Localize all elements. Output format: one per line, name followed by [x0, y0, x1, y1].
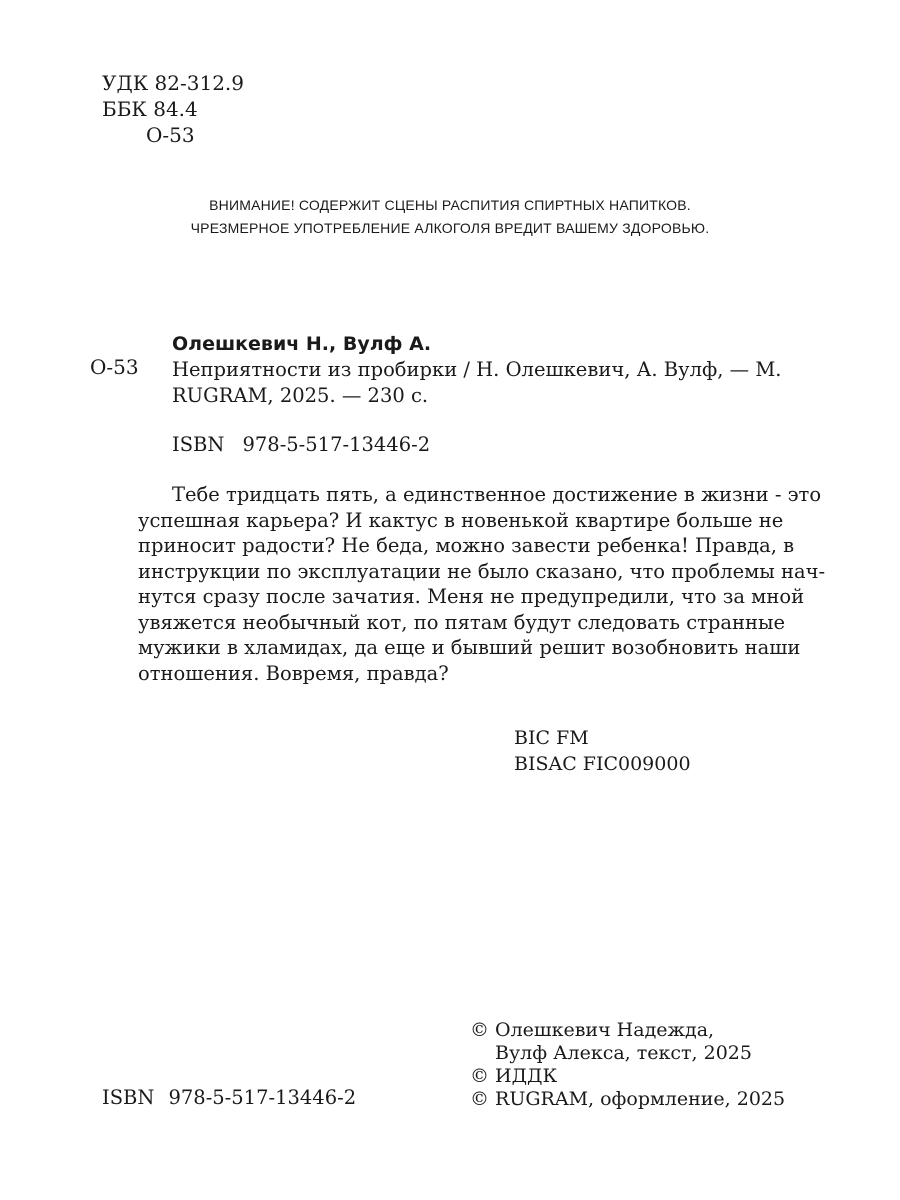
copyright-line-1: © Олешкевич Надежда,	[470, 1019, 715, 1041]
isbn-label: ISBN	[172, 433, 225, 456]
bisac-code: BISAC FIC009000	[514, 753, 691, 775]
copyright-block	[470, 1019, 785, 1111]
annotation-line: нутся сразу после зачатия. Меня не предупредили, что за мной	[138, 585, 805, 608]
footer-isbn	[102, 1086, 356, 1110]
record-isbn	[172, 432, 430, 458]
annotation	[138, 482, 826, 686]
copyright-line-4: © RUGRAM, оформление, 2025	[470, 1088, 786, 1110]
annotation-line: мужики в хламидах, да еще и бывший решит возобновить наши	[138, 636, 801, 659]
subject-codes	[514, 725, 691, 777]
record-authors: Олешкевич Н., Вулф А.	[172, 333, 432, 355]
alcohol-warning	[100, 194, 800, 240]
annotation-line: Тебе тридцать пять, а единственное достижение в жизни - это	[172, 483, 822, 506]
copyright-line-2: Вулф Алекса, текст, 2025	[495, 1042, 752, 1064]
warning-line-1: ВНИМАНИЕ! СОДЕРЖИТ СЦЕНЫ РАСПИТИЯ СПИРТНЫХ НАПИТКОВ.	[209, 197, 691, 213]
footer-isbn-number: 978-5-517-13446-2	[168, 1086, 357, 1109]
annotation-line: инструкции по эксплуатации не было сказано, что проблемы нач-	[138, 559, 826, 583]
annotation-line: приносит радости? Не беда, можно завести ребенка! Правда, в	[138, 534, 795, 557]
catalog-codes	[102, 70, 244, 148]
bic-code: BIC FM	[514, 727, 589, 749]
copyright-line-3: © ИДДК	[470, 1065, 558, 1087]
biblio-line-2: RUGRAM, 2025. — 230 с.	[172, 384, 429, 407]
annotation-line: увяжется необычный кот, по пятам будут следовать странные	[138, 610, 786, 634]
bbk-code: ББК 84.4	[102, 97, 198, 121]
footer-isbn-label: ISBN	[102, 1086, 155, 1109]
isbn-number: 978-5-517-13446-2	[242, 433, 431, 456]
warning-line-2: ЧРЕЗМЕРНОЕ УПОТРЕБЛЕНИЕ АЛКОГОЛЯ ВРЕДИТ ВАШЕМУ ЗДОРОВЬЮ.	[190, 220, 710, 236]
biblio-line-1: Неприятности из пробирки / Н. Олешкевич, А. Вулф, — М.	[172, 358, 782, 381]
record-author-mark: О-53	[90, 355, 139, 379]
bibliographic-description	[172, 357, 782, 409]
annotation-line: успешная карьера? И кактус в новенькой квартире больше не	[138, 508, 784, 532]
annotation-line: отношения. Вовремя, правда?	[138, 661, 449, 685]
udk-code: УДК 82-312.9	[102, 71, 245, 95]
author-mark: О-53	[146, 123, 195, 147]
